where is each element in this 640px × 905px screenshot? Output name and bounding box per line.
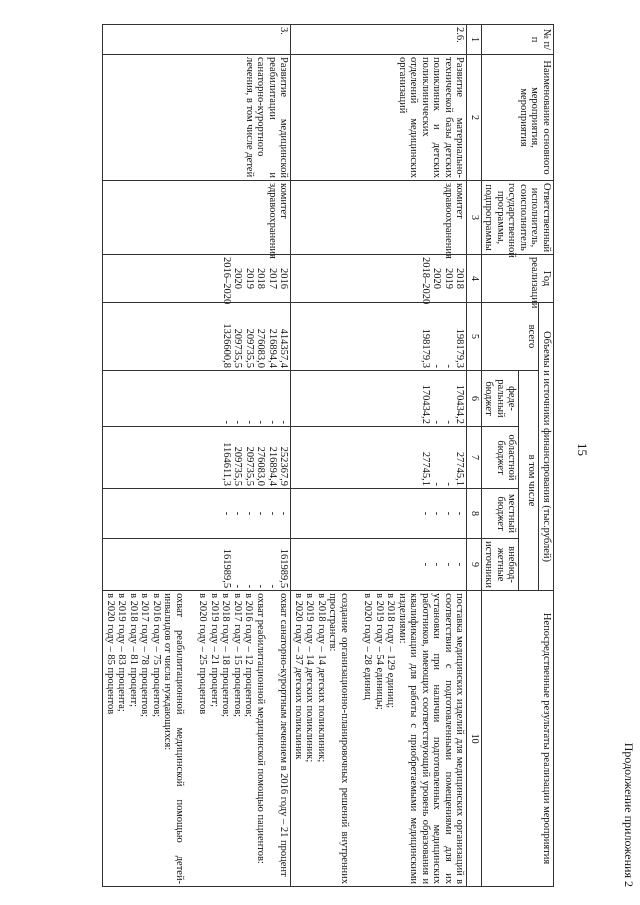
result-line: в 2016 году – 12 процентов; xyxy=(243,593,255,718)
years-value: 2018 xyxy=(255,268,267,289)
local-value: - xyxy=(221,511,232,516)
result-line: охват реабилитационной медицинской помощью пациентов: xyxy=(255,593,266,864)
column-number: 10 xyxy=(467,591,482,887)
extra-value: - xyxy=(431,562,443,567)
result-line: в 2020 году – 28 единиц xyxy=(362,593,374,700)
executor: комитет здравоохранения xyxy=(291,181,467,255)
federal-value: - xyxy=(278,420,290,424)
table-row xyxy=(291,25,467,887)
result-line: в 2018 году – 81 процент; xyxy=(128,593,139,708)
regional-value: - xyxy=(443,482,454,486)
federal-value: 170434,2 xyxy=(420,384,431,424)
extra-cell xyxy=(103,539,291,591)
total-value: 414357,4 xyxy=(278,328,290,368)
result-line: охват реабилитационной медицинской помощью детей-инвалидов от числа нуждающихся: xyxy=(162,593,185,885)
header-row-1 xyxy=(539,25,554,887)
federal-value: - xyxy=(244,420,255,424)
extra-value: - xyxy=(232,584,244,589)
table-row xyxy=(103,25,291,887)
result-block xyxy=(278,593,290,884)
local-cell xyxy=(291,489,467,539)
executor: комитет здравоохранения xyxy=(103,181,291,255)
header-including: в том числе xyxy=(519,371,539,591)
header-regional: областной бюджет xyxy=(482,427,520,489)
years-cell xyxy=(291,255,467,303)
total-value: 198179,3 xyxy=(420,328,431,368)
row-number: 2.6. xyxy=(291,25,467,55)
regional-value: 1164611,3 xyxy=(221,442,232,486)
result-line: в 2016 году – 75 процентов; xyxy=(151,593,162,718)
years-value: 2017 xyxy=(267,268,278,289)
extra-value: - xyxy=(420,562,431,567)
header-federal: феде-ральный бюджет xyxy=(482,371,520,427)
extra-value: 161989,5 xyxy=(221,548,232,589)
extra-cell xyxy=(291,539,467,591)
federal-value: - xyxy=(232,420,244,424)
result-block xyxy=(105,593,186,884)
local-value: - xyxy=(255,511,267,516)
header-results: Непосредственные результаты реализации мероприятия xyxy=(482,591,554,887)
regional-value: 252367,9 xyxy=(278,446,290,486)
header-num: № п/п xyxy=(482,25,554,55)
local-value: - xyxy=(443,511,454,516)
total-value: 1326600,8 xyxy=(221,323,232,368)
regional-value: 209735,5 xyxy=(244,446,255,486)
result-line: в 2019 году – 54 единицы; xyxy=(374,593,385,710)
result-block xyxy=(362,593,466,884)
years-cell xyxy=(103,255,291,303)
regional-value: 276083,0 xyxy=(255,446,267,486)
years-value: 2016 xyxy=(278,268,290,289)
result-line: в 2017 году – 78 процентов; xyxy=(139,593,151,718)
header-year: Год реализации xyxy=(482,255,554,303)
local-value: - xyxy=(278,511,290,516)
header-activity-name: Наименование основного мероприятия, мероприятия xyxy=(482,55,554,181)
column-number: 7 xyxy=(467,427,482,489)
column-number: 1 xyxy=(467,25,482,55)
regional-value: 209735,5 xyxy=(232,446,244,486)
result-line: создание организационно-планировочных решений внутренних пространств: xyxy=(327,593,350,885)
regional-cell xyxy=(103,427,291,489)
regional-value: - xyxy=(431,482,443,486)
local-value: - xyxy=(267,511,278,516)
result-block xyxy=(293,593,351,884)
results-cell xyxy=(103,591,291,887)
header-funding: Объемы и источники финансирования (тыс.рублей) xyxy=(539,303,554,591)
column-number: 2 xyxy=(467,55,482,181)
years-value: 2019 xyxy=(244,268,255,289)
result-line: поставка медицинских изделий для медицинских организаций в соответствии с подготовленными помещениями для их установки при наличии подготовленных медицинских работников, имеющих соответствующий уровень образования и квалификации для работы с приобретаемыми медицинскими изделиями: xyxy=(397,593,466,885)
local-value: - xyxy=(244,511,255,516)
result-line: в 2019 году – 83 процента; xyxy=(116,593,128,712)
years-value: 2020 xyxy=(232,268,244,289)
years-value: 2016–2020 xyxy=(221,257,232,305)
total-value: - xyxy=(443,364,454,368)
activity-name: Развитие медицинской реабилитации и санаторно-курортного лечения, в том числе детей xyxy=(103,55,291,181)
federal-cell xyxy=(103,371,291,427)
extra-value: - xyxy=(255,584,267,589)
total-value: 209735,5 xyxy=(244,328,255,368)
total-cell xyxy=(291,303,467,371)
years-value: 2018–2020 xyxy=(420,257,431,305)
years-value: 2018 xyxy=(454,268,466,289)
result-line: в 2020 году – 85 процентов xyxy=(105,593,116,715)
page-number: 15 xyxy=(575,443,590,456)
result-line: охват санаторно-курортным лечением в 2016 году – 21 процент xyxy=(278,593,290,877)
total-value: 198179,3 xyxy=(454,328,466,368)
column-number: 8 xyxy=(467,489,482,539)
local-cell xyxy=(103,489,291,539)
regional-value: 27745,1 xyxy=(454,451,466,486)
regional-value: 27745,1 xyxy=(420,451,431,486)
result-line: в 2020 году – 37 детских поликлиник xyxy=(293,593,304,760)
result-line: в 2018 году – 129 единиц; xyxy=(385,593,397,708)
result-line: в 2020 году – 25 процентов xyxy=(197,593,209,715)
column-number: 9 xyxy=(467,539,482,591)
result-line: в 2019 году – 14 детских поликлиник; xyxy=(304,593,316,763)
federal-value: - xyxy=(255,420,267,424)
header-total: всего xyxy=(482,303,540,371)
federal-value: - xyxy=(443,420,454,424)
years-value: 2019 xyxy=(443,268,454,289)
total-value: 209735,5 xyxy=(232,328,244,368)
local-value: - xyxy=(431,511,443,516)
column-number: 5 xyxy=(467,303,482,371)
header-extra: внебюд-жетные источники xyxy=(482,539,520,591)
total-value: - xyxy=(431,364,443,368)
federal-value: - xyxy=(267,420,278,424)
extra-value: 161989,5 xyxy=(278,548,290,589)
result-line: в 2017 году – 15 процентов; xyxy=(232,593,243,718)
extra-value: - xyxy=(267,584,278,589)
total-value: 216894,4 xyxy=(267,328,278,368)
federal-value: - xyxy=(221,420,232,424)
continuation-note: Продолжение приложения 2 xyxy=(622,742,636,887)
result-line: в 2018 году – 14 детских поликлиник; xyxy=(316,593,327,763)
total-cell xyxy=(103,303,291,371)
extra-value: - xyxy=(454,562,466,567)
federal-value: 170434,2 xyxy=(454,384,466,424)
local-value: - xyxy=(232,511,244,516)
column-number: 4 xyxy=(467,255,482,303)
extra-value: - xyxy=(244,584,255,589)
result-line: в 2019 году – 21 процент; xyxy=(209,593,220,708)
column-number: 3 xyxy=(467,181,482,255)
local-value: - xyxy=(420,511,431,516)
column-number-row xyxy=(467,25,482,887)
extra-value: - xyxy=(443,562,454,567)
activity-name: Развитие материально-технической базы детских поликлиник и детских поликлинических отделений медицинских организаций xyxy=(291,55,467,181)
federal-value: - xyxy=(431,420,443,424)
row-number: 3. xyxy=(103,25,291,55)
header-local: местный бюджет xyxy=(482,489,520,539)
years-value: 2020 xyxy=(431,268,443,289)
local-value: - xyxy=(454,511,466,516)
regional-cell xyxy=(291,427,467,489)
header-executor: Ответственный исполнитель, соисполнитель государственной программы, подпрограммы xyxy=(482,181,554,255)
program-activities-table xyxy=(103,24,555,887)
total-value: 276083,0 xyxy=(255,328,267,368)
column-number: 6 xyxy=(467,371,482,427)
results-cell xyxy=(291,591,467,887)
federal-cell xyxy=(291,371,467,427)
result-line: в 2018 году – 18 процентов; xyxy=(220,593,232,718)
regional-value: 216894,4 xyxy=(267,446,278,486)
result-block xyxy=(197,593,266,884)
